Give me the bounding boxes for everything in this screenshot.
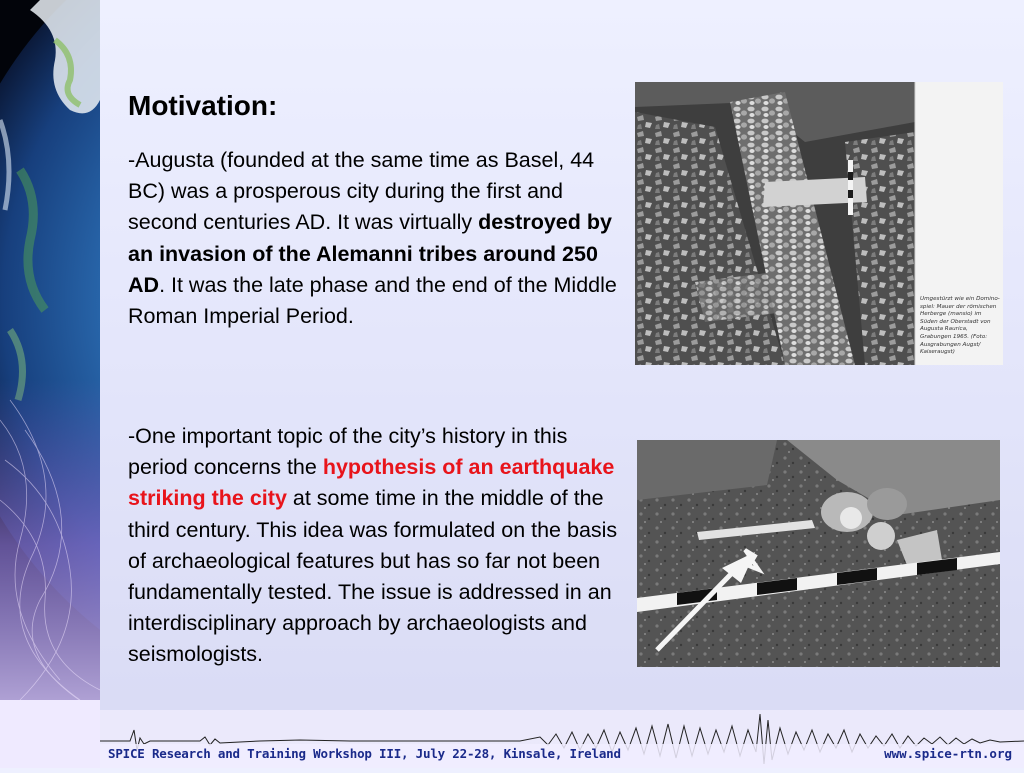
footer-website-link[interactable]: www.spice-rtn.org (884, 746, 1012, 761)
paragraph1-bold-text: destroyed by an invasion of the Alemanni tribes around 250 AD (128, 210, 612, 297)
paragraph1-text-end: . It was the late phase and the end of the Middle Roman Imperial Period. (128, 272, 617, 329)
paragraph-earthquake-hypothesis (128, 421, 628, 671)
footer-workshop-text: SPICE Research and Training Workshop III, July 22-28, Kinsale, Ireland (108, 746, 621, 761)
paragraph2-highlight-text: hypothesis of an earthquake striking the city (128, 455, 615, 511)
globe-image (0, 0, 100, 768)
skeleton-remains-photo (637, 440, 1000, 667)
paragraph2-text-start: -One important topic of the city’s history in this period concerns the (128, 424, 568, 480)
photo-caption: Umgestürzt wie ein Domino-spiel: Mauer der römischen Herberge (mansio) im Süden der Oberstadt von Augusta Raurica, Grabungen 1965. (Foto: Ausgrabungen Augst/ Kaiseraugst) (920, 296, 1000, 356)
excavation-wall-photo (635, 82, 1003, 365)
paragraph1-text-start: -Augusta (founded at the same time as Basel, 44 BC) was a prosperous city during the first and second centuries AD. It was virtually (128, 148, 595, 235)
slide-title: Motivation: (128, 90, 278, 121)
paragraph-augusta-history (128, 145, 633, 332)
paragraph2-text-end: at some time in the middle of the third century. This idea was formulated on the basis of archaeological features but has so far not been fundamentally tested. The issue is addressed in an interdisciplinary approach by archaeologists and seismologists. (128, 486, 618, 667)
